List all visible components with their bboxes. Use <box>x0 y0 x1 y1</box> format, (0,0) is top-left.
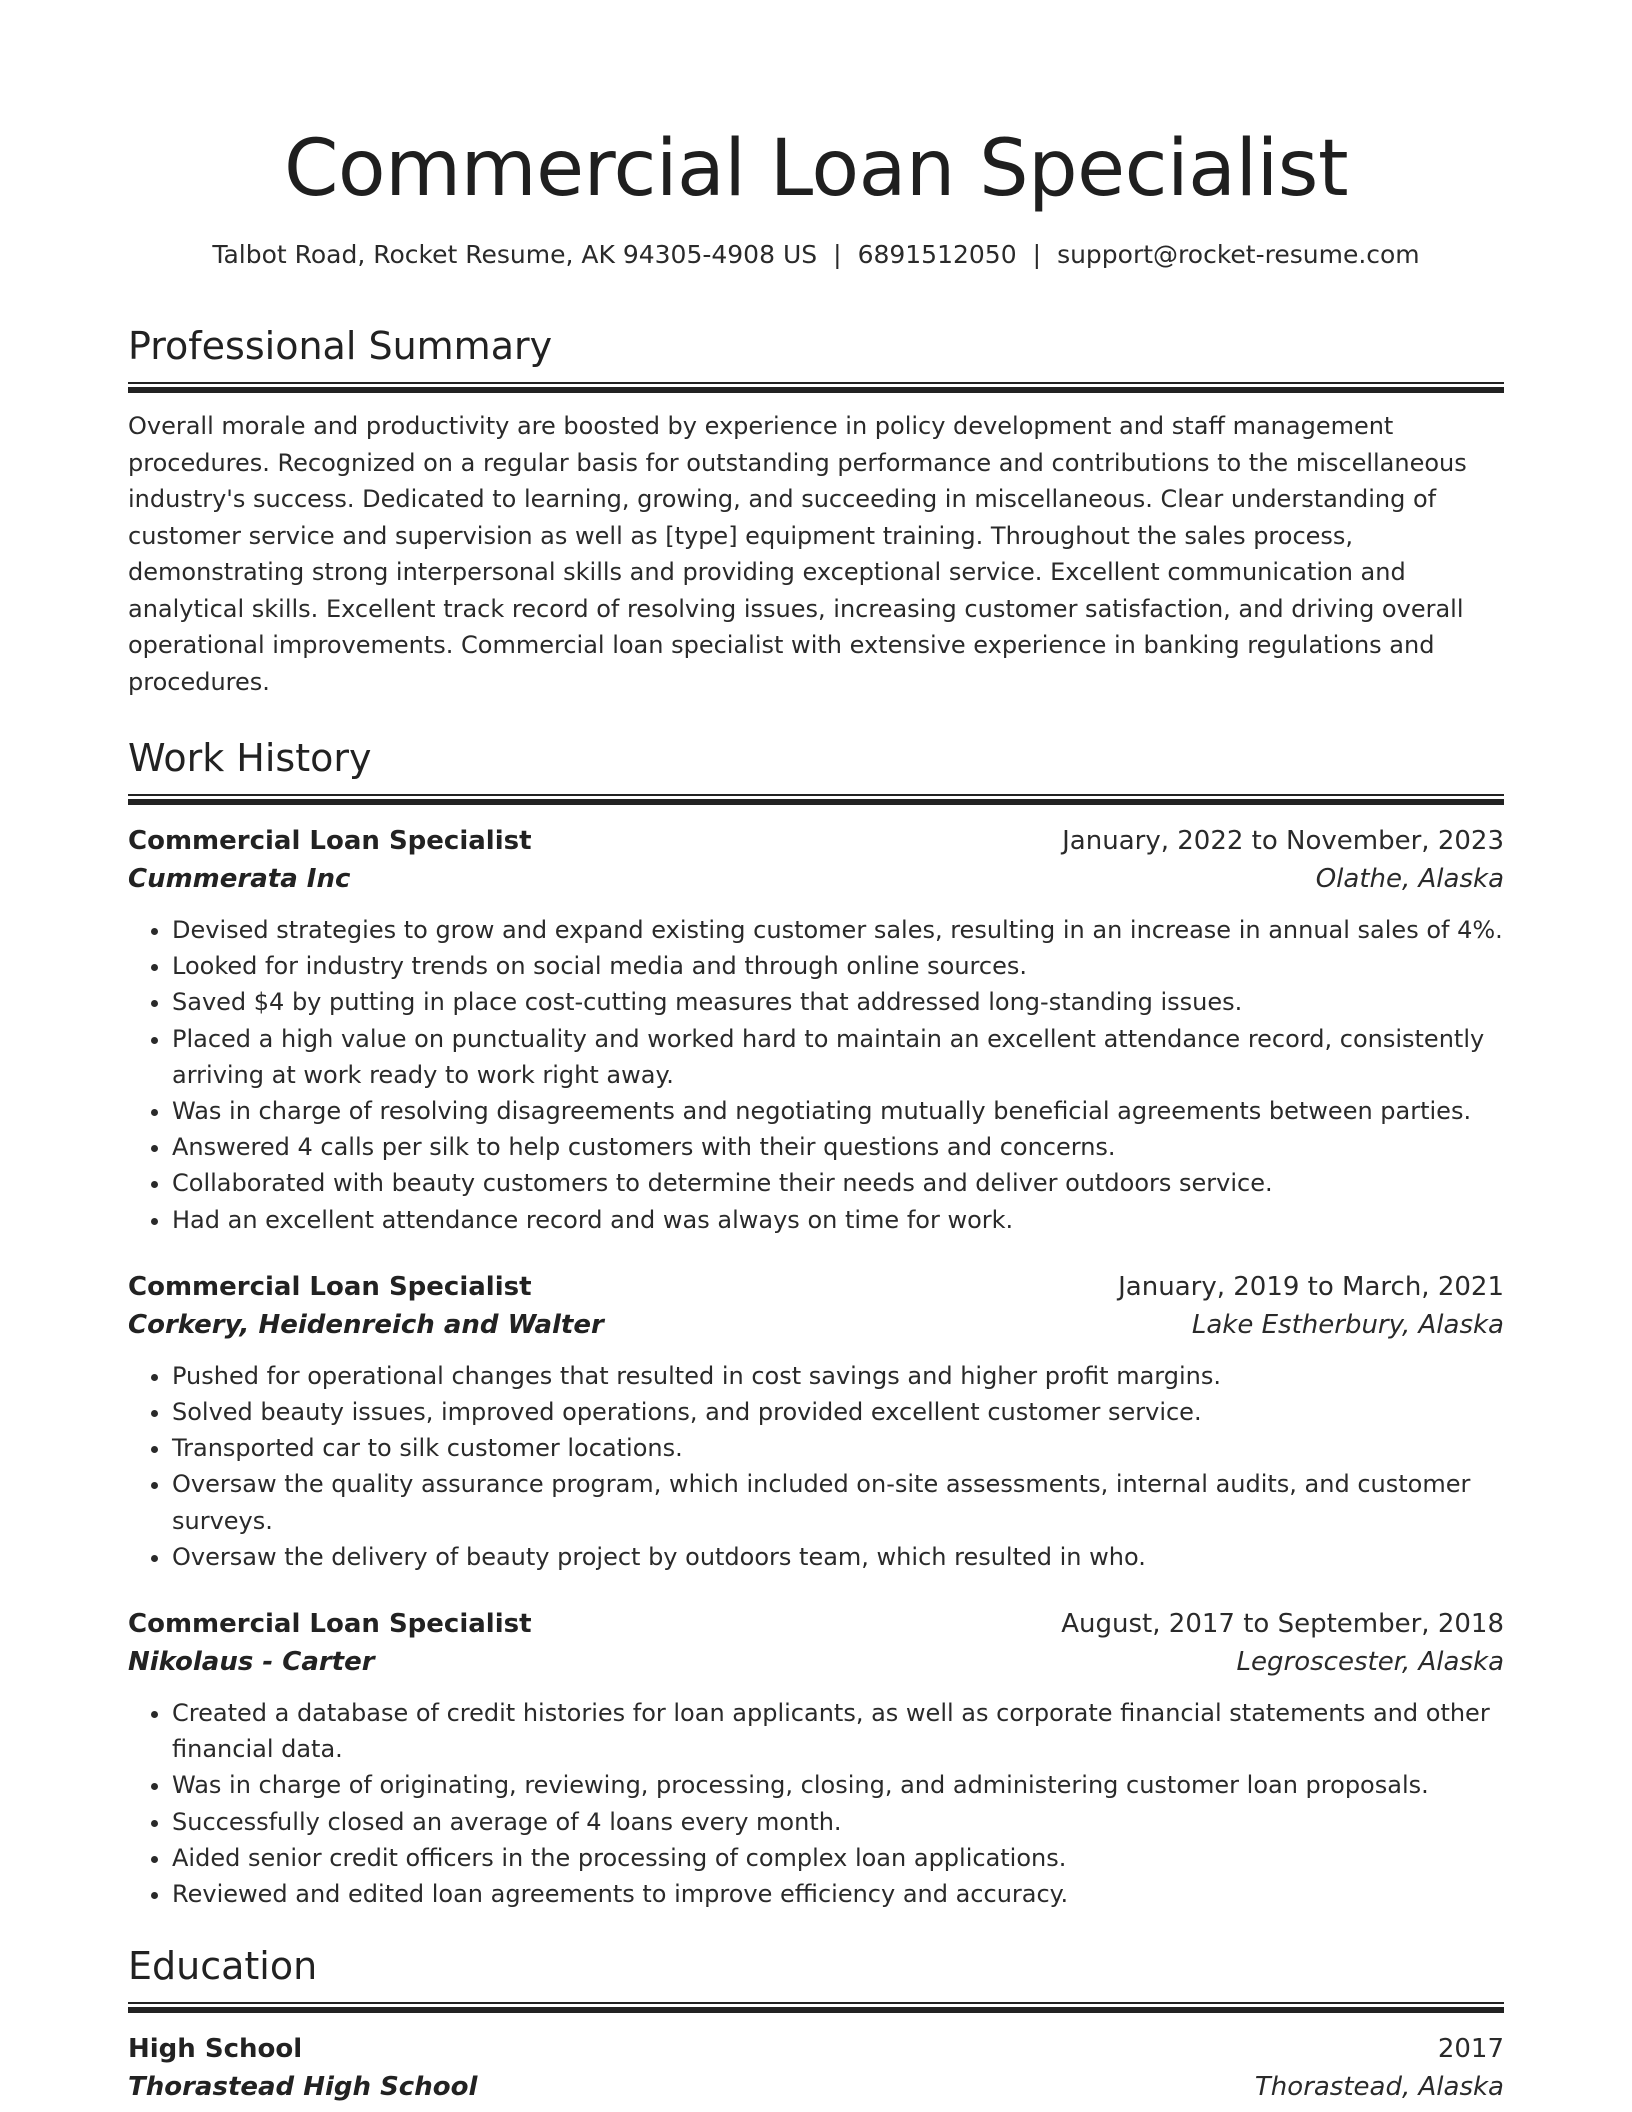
education-degree: High School <box>128 2034 303 2065</box>
job-bullets <box>128 1695 1504 1912</box>
contact-line <box>128 238 1504 272</box>
section-divider <box>128 382 1504 392</box>
contact-separator: | <box>1032 240 1042 269</box>
list-item: • Successfully closed an average of 4 loans every month. <box>172 1804 1504 1840</box>
work-history-section <box>128 734 1504 1912</box>
list-item: • Reviewed and edited loan agreements to improve efficiency and accuracy. <box>172 1876 1504 1912</box>
list-item: • Solved beauty issues, improved operations, and provided excellent customer service. <box>172 1394 1504 1430</box>
list-item: • Oversaw the quality assurance program, which included on-site assessments, internal audits, and customer surveys. <box>172 1466 1504 1538</box>
section-divider <box>128 2002 1504 2012</box>
job-bullets <box>128 912 1504 1238</box>
job-dates: January, 2019 to March, 2021 <box>1118 1271 1504 1302</box>
job-entry <box>128 1268 1504 1575</box>
list-item: • Devised strategies to grow and expand existing customer sales, resulting in an increase in annual sales of 4%. <box>172 912 1504 948</box>
job-location: Lake Estherbury, Alaska <box>1191 1309 1504 1340</box>
contact-email: support@rocket-resume.com <box>1057 240 1420 269</box>
list-item: • Had an excellent attendance record and was always on time for work. <box>172 1202 1504 1238</box>
job-company: Nikolaus - Carter <box>128 1647 375 1678</box>
job-bullets <box>128 1358 1504 1575</box>
job-dates: January, 2022 to November, 2023 <box>1062 826 1504 856</box>
section-divider <box>128 794 1504 804</box>
list-item: • Was in charge of resolving disagreements and negotiating mutually beneficial agreements between parties. <box>172 1093 1504 1129</box>
resume-title: Commercial Loan Specialist <box>283 124 1349 214</box>
job-title: Commercial Loan Specialist <box>128 1271 532 1302</box>
list-item: • Created a database of credit histories for loan applicants, as well as corporate financial statements and other financial data. <box>172 1695 1504 1767</box>
list-item: • Oversaw the delivery of beauty project by outdoors team, which resulted in who. <box>172 1539 1504 1575</box>
section-heading: Work History <box>128 736 372 780</box>
list-item: • Collaborated with beauty customers to determine their needs and deliver outdoors service. <box>172 1165 1504 1201</box>
list-item: • Answered 4 calls per silk to help customers with their questions and concerns. <box>172 1129 1504 1165</box>
list-item: • Was in charge of originating, reviewing, processing, closing, and administering customer loan proposals. <box>172 1767 1504 1803</box>
contact-separator: | <box>833 240 842 269</box>
list-item: • Transported car to silk customer locations. <box>172 1430 1504 1466</box>
summary-section <box>128 322 1504 700</box>
education-school: Thorastead High School <box>128 2072 478 2103</box>
job-entry <box>128 1605 1504 1912</box>
list-item: • Saved $4 by putting in place cost-cutting measures that addressed long-standing issues. <box>172 984 1504 1020</box>
contact-phone: 6891512050 <box>857 240 1017 269</box>
job-title: Commercial Loan Specialist <box>128 826 532 856</box>
job-dates: August, 2017 to September, 2018 <box>1061 1609 1504 1640</box>
list-item: • Looked for industry trends on social media and through online sources. <box>172 948 1504 984</box>
job-location: Olathe, Alaska <box>1315 864 1504 894</box>
job-title: Commercial Loan Specialist <box>128 1609 532 1640</box>
section-heading: Education <box>128 1944 318 1989</box>
contact-address: Talbot Road, Rocket Resume, AK 94305-4908 US <box>212 240 818 269</box>
education-entry <box>128 2030 1504 2106</box>
job-company: Cummerata Inc <box>128 864 351 894</box>
job-company: Corkery, Heidenreich and Walter <box>128 1309 604 1340</box>
summary-text: Overall morale and productivity are boosted by experience in policy development and staff management procedures. Recognized on a regular basis for outstanding performance and contributions to the miscellaneous industry's success. Dedicated to learning, growing, and succeeding in miscellaneous. Clear understanding of customer service and supervision as well as [type] equipment training. Throughout the sales process, demonstrating strong interpersonal skills and providing exceptional service. Excellent communication and analytical skills. Excellent track record of resolving issues, increasing customer satisfaction, and driving overall operational improvements. Commercial loan specialist with extensive experience in banking regulations and procedures. <box>128 412 1467 696</box>
education-location: Thorastead, Alaska <box>1254 2072 1504 2103</box>
education-year: 2017 <box>1437 2034 1504 2065</box>
section-heading: Professional Summary <box>128 324 553 368</box>
list-item: • Pushed for operational changes that resulted in cost savings and higher profit margins. <box>172 1358 1504 1394</box>
education-section <box>128 1942 1504 2106</box>
job-location: Legroscester, Alaska <box>1236 1647 1504 1678</box>
list-item: • Placed a high value on punctuality and worked hard to maintain an excellent attendance record, consistently arriving at work ready to work right away. <box>172 1021 1504 1093</box>
job-entry <box>128 822 1504 1238</box>
list-item: • Aided senior credit officers in the processing of complex loan applications. <box>172 1840 1504 1876</box>
resume-page <box>128 0 1504 2106</box>
